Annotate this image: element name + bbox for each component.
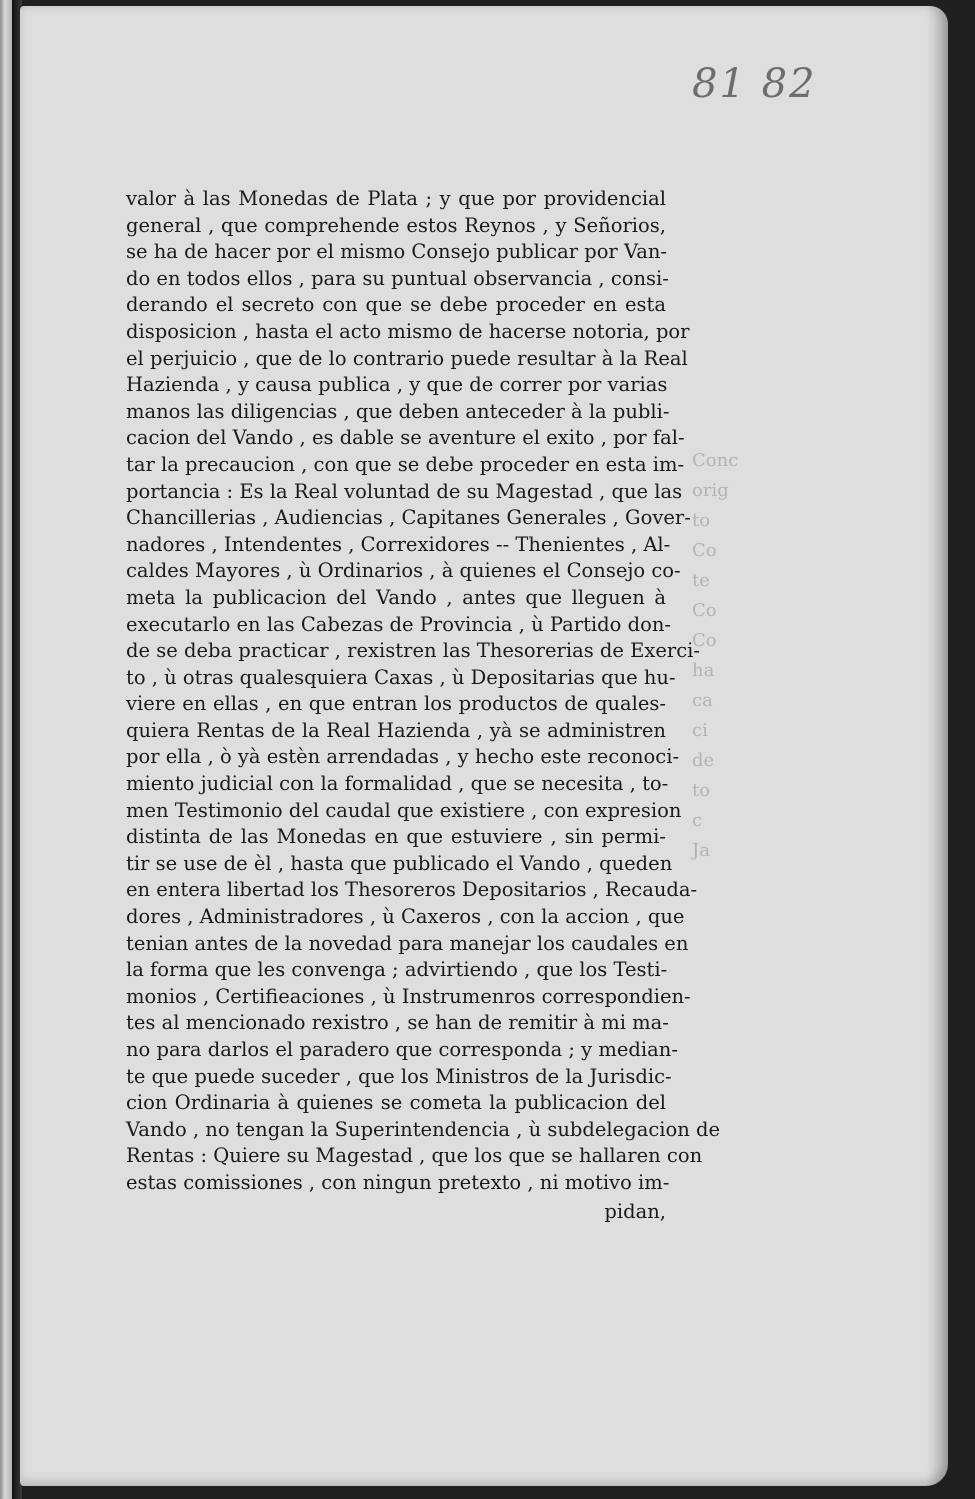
bleed-fragment: Co xyxy=(692,630,717,651)
bleed-fragment: to xyxy=(692,780,711,801)
text-line: do en todos ellos , para su puntual observancia , consi- xyxy=(126,266,669,290)
catchword: pidan, xyxy=(604,1199,666,1223)
text-line: estas comissiones , con ningun pretexto , ni motivo im- xyxy=(126,1170,670,1194)
text-line: tar la precaucion , con que se debe proceder en esta im- xyxy=(126,452,685,476)
text-line: te que puede suceder , que los Ministros de la Jurisdic- xyxy=(126,1064,672,1088)
text-line: quiera Rentas de la Real Hazienda , yà se administren xyxy=(126,718,666,742)
text-line: el perjuicio , que de lo contrario puede resultar à la Real xyxy=(126,346,688,370)
bleed-fragment: ha xyxy=(692,660,715,681)
text-line: cion Ordinaria à quienes se cometa la publicacion del xyxy=(126,1091,666,1115)
bleed-fragment: ca xyxy=(692,690,713,711)
text-line: miento judicial con la formalidad , que se necesita , to- xyxy=(126,772,669,796)
text-line: Hazienda , y causa publica , y que de correr por varias xyxy=(126,373,668,397)
text-line: caldes Mayores , ù Ordinarios , à quienes el Consejo co- xyxy=(126,559,681,583)
bleed-fragment: ci xyxy=(692,720,708,741)
text-line: tes al mencionado rexistro , se han de remitir à mi ma- xyxy=(126,1011,669,1035)
text-line: distinta de las Monedas en que estuviere , sin permi- xyxy=(126,825,666,849)
text-line: valor à las Monedas de Plata ; y que por providencial xyxy=(126,187,666,210)
bleed-fragment: to xyxy=(692,510,711,531)
text-line: to , ù otras qualesquiera Caxas , ù Depositarias que hu- xyxy=(126,665,676,689)
left-page-edge xyxy=(0,0,12,1499)
text-line: men Testimonio del caudal que existiere , con expresion xyxy=(126,798,682,822)
text-line: derando el secreto con que se debe proceder en esta xyxy=(126,293,666,317)
text-line: en entera libertad los Thesoreros Depositarios , Recauda- xyxy=(126,878,698,902)
text-line: monios , Certifieaciones , ù Instrumenros correspondien- xyxy=(126,984,691,1008)
text-line: cacion del Vando , es dable se aventure el exito , por fal- xyxy=(126,426,685,450)
bleed-through-text xyxy=(692,446,752,866)
text-line: por ella , ò yà estèn arrendadas , y hecho este reconoci- xyxy=(126,745,680,769)
page-curl-shade xyxy=(926,6,948,1486)
bleed-fragment: Co xyxy=(692,600,717,621)
text-line: general , que comprehende estos Reynos , y Señorios, xyxy=(126,213,666,237)
text-line: nadores , Intendentes , Correxidores -- Thenientes , Al- xyxy=(126,532,671,556)
bleed-fragment: c xyxy=(692,810,703,831)
document-page xyxy=(20,6,948,1486)
text-line: manos las diligencias , que deben anteceder à la publi- xyxy=(126,399,670,423)
bleed-fragment: te xyxy=(692,570,710,591)
text-line: executarlo en las Cabezas de Provincia , ù Partido don- xyxy=(126,612,671,636)
text-line: disposicion , hasta el acto mismo de hacerse notoria, por xyxy=(126,319,690,343)
text-line: portancia : Es la Real voluntad de su Magestad , que las xyxy=(126,479,683,503)
text-line: la forma que les convenga ; advirtiendo , que los Testi- xyxy=(126,958,668,982)
text-line: se ha de hacer por el mismo Consejo publicar por Van- xyxy=(126,240,668,264)
folio-number: 81 82 xyxy=(692,61,817,107)
text-line: tenian antes de la novedad para manejar los caudales en xyxy=(126,931,689,955)
bleed-fragment: orig xyxy=(692,480,729,501)
bleed-fragment: de xyxy=(692,750,715,771)
text-line: Vando , no tengan la Superintendencia , ù subdelegacion de xyxy=(126,1117,720,1141)
text-line: dores , Administradores , ù Caxeros , con la accion , que xyxy=(126,905,685,929)
bleed-fragment: Conc xyxy=(692,450,739,471)
text-line: meta la publicacion del Vando , antes que lleguen à xyxy=(126,585,666,609)
text-line: de se deba practicar , rexistren las Thesorerias de Exerci- xyxy=(126,639,700,663)
text-line: tir se use de èl , hasta que publicado el Vando , queden xyxy=(126,851,673,875)
bleed-fragment: Co xyxy=(692,540,717,561)
text-line: viere en ellas , en que entran los productos de quales- xyxy=(126,692,666,716)
text-line: no para darlos el paradero que corresponda ; y median- xyxy=(126,1038,678,1061)
text-line: Rentas : Quiere su Magestad , que los que se hallaren con xyxy=(126,1144,703,1168)
text-line: Chancillerias , Audiencias , Capitanes Generales , Gover- xyxy=(126,506,691,530)
bleed-fragment: Ja xyxy=(692,840,710,861)
